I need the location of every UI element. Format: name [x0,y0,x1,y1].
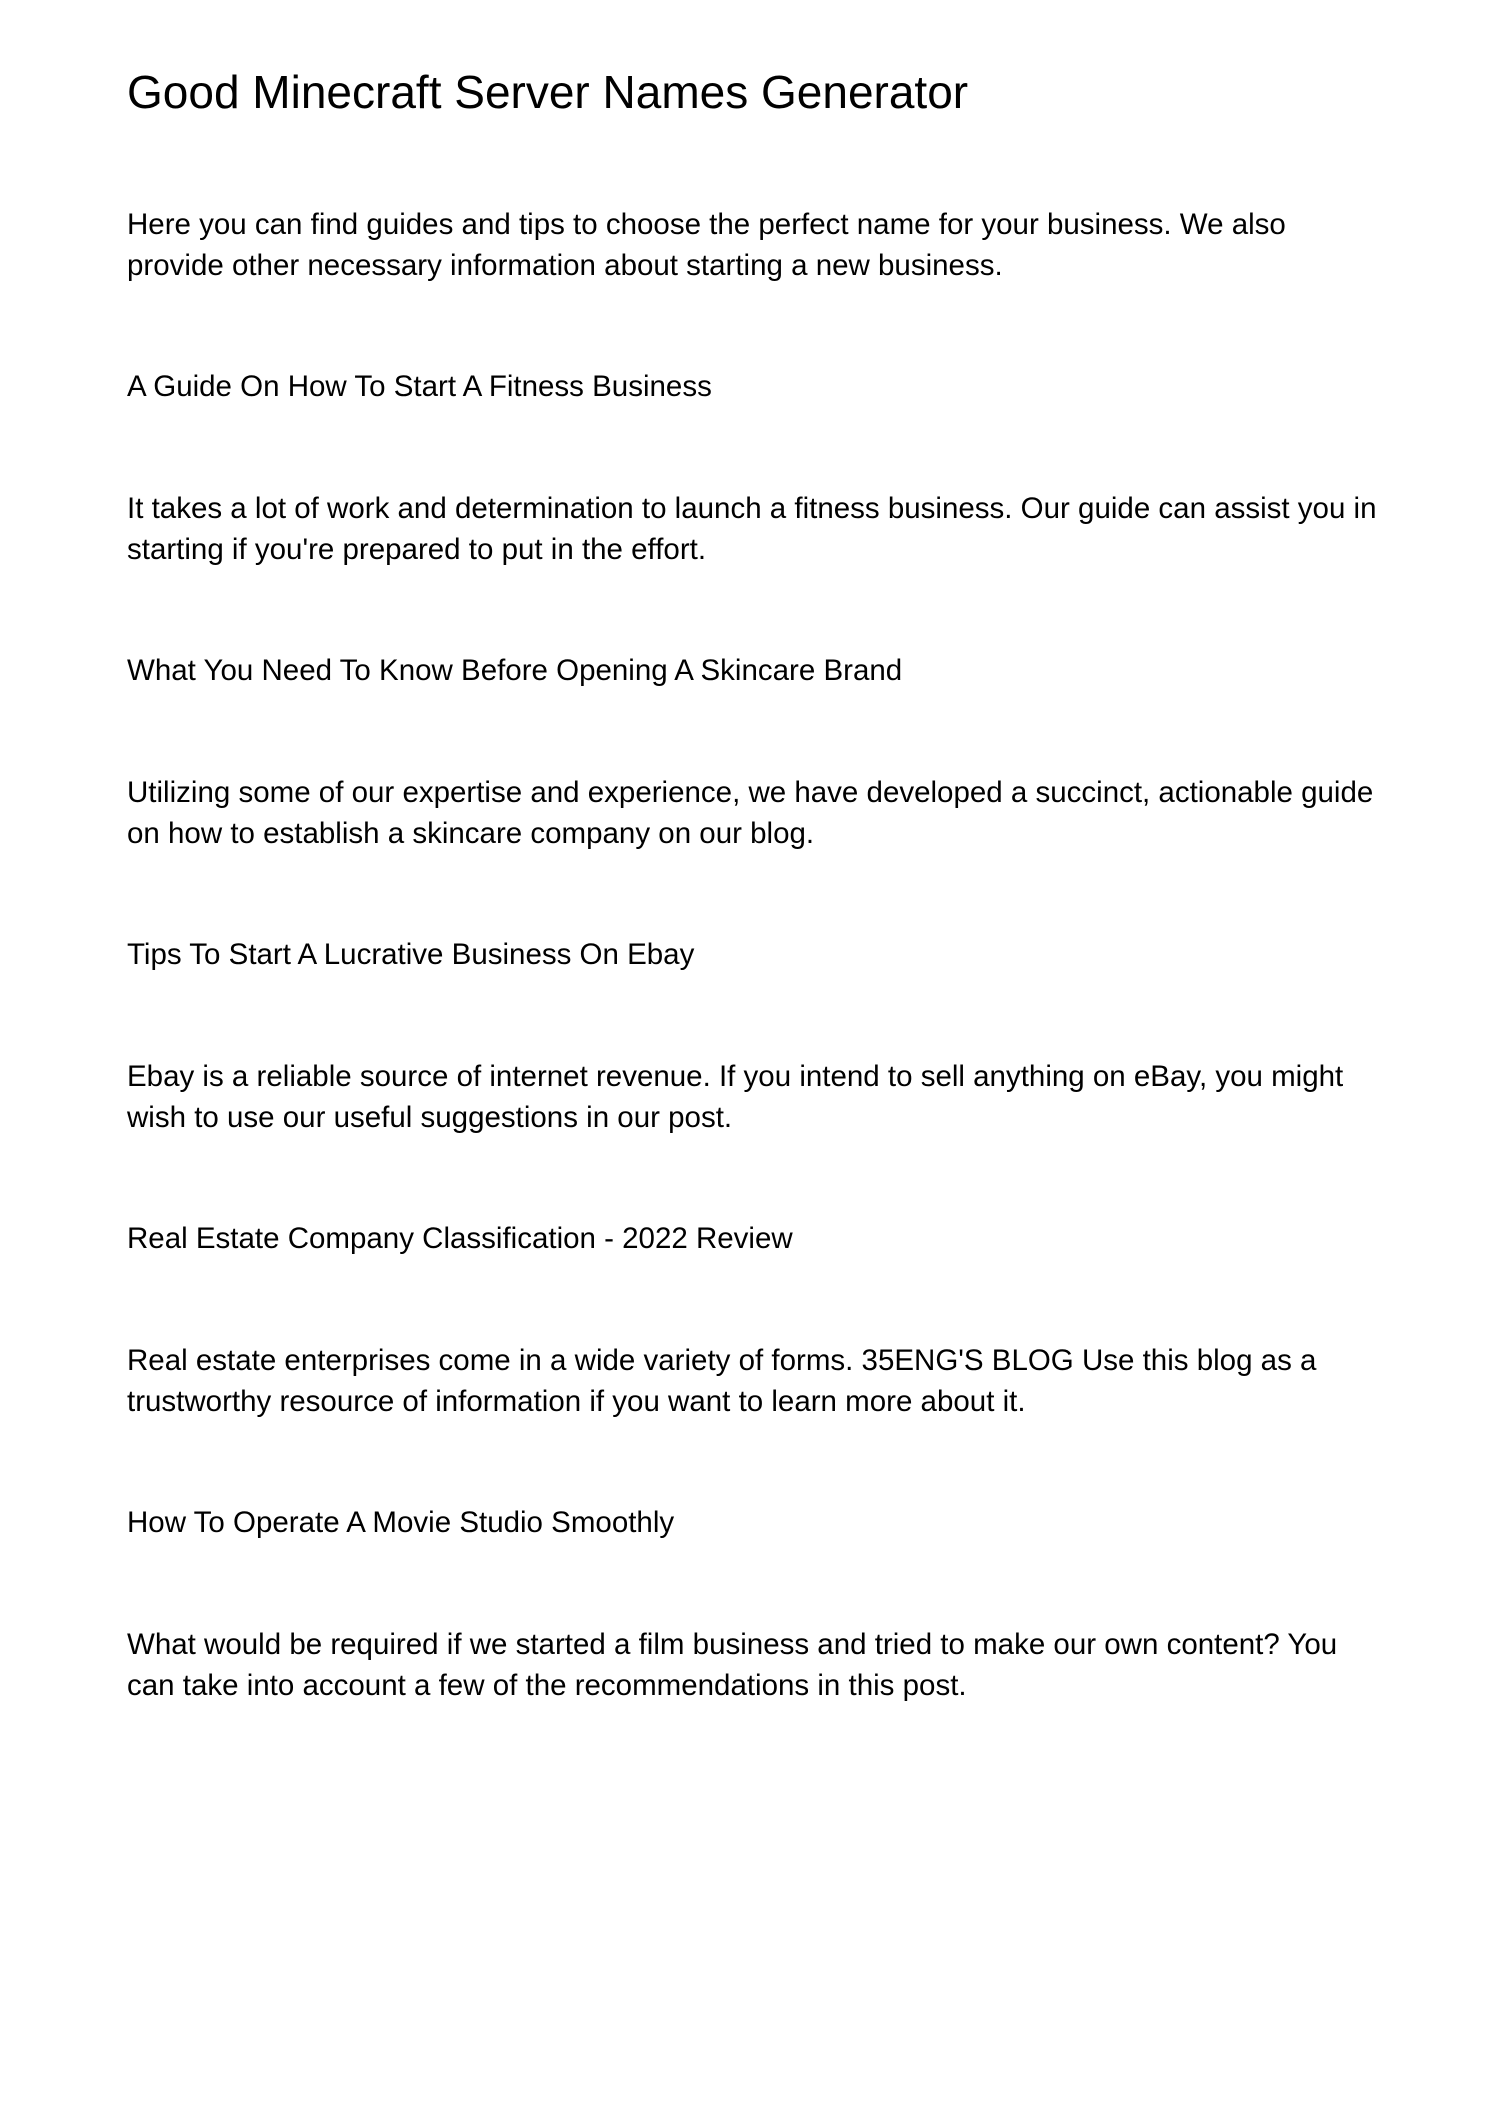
section-heading-fitness: A Guide On How To Start A Fitness Business [127,370,712,403]
section-heading-real-estate: Real Estate Company Classification - 2022 Review [127,1222,793,1255]
section-heading-skincare: What You Need To Know Before Opening A Skincare Brand [127,654,903,687]
section-body-ebay: Ebay is a reliable source of internet revenue. If you intend to sell anything on eBay, you might wish to use our useful suggestions in our post. [127,1060,1344,1134]
section-body-real-estate: Real estate enterprises come in a wide variety of forms. 35ENG'S BLOG Use this blog as a trustworthy resource of information if you want to learn more about it. [127,1344,1317,1418]
section-body-movie-studio: What would be required if we started a film business and tried to make our own content? You can take into account a few of the recommendations in this post. [127,1628,1338,1702]
section-body-fitness: It takes a lot of work and determination to launch a fitness business. Our guide can assist you in starting if you're prepared to put in the effort. [127,492,1377,566]
intro-paragraph: Here you can find guides and tips to choose the perfect name for your business. We also provide other necessary information about starting a new business. [127,208,1286,282]
section-heading-movie-studio: How To Operate A Movie Studio Smoothly [127,1506,675,1539]
section-body-skincare: Utilizing some of our expertise and experience, we have developed a succinct, actionable guide on how to establish a skincare company on our blog. [127,776,1374,850]
section-heading-ebay: Tips To Start A Lucrative Business On Ebay [127,938,695,971]
page-title: Good Minecraft Server Names Generator [127,66,969,118]
